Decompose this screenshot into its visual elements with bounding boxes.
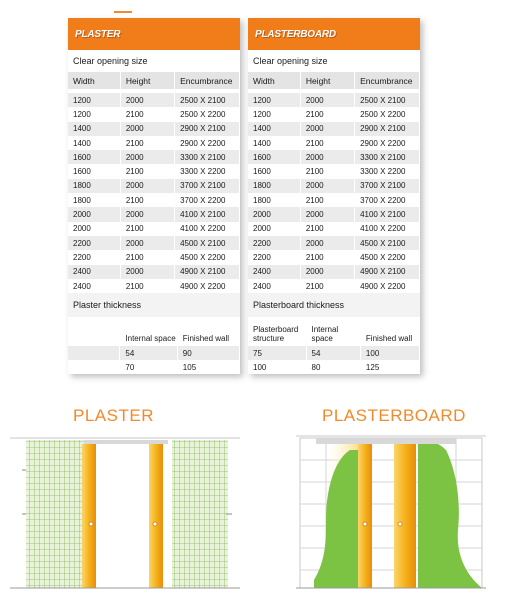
column-header-width: Width: [248, 72, 300, 89]
table-cell: [68, 346, 120, 360]
table-cell: 54: [306, 346, 360, 360]
thickness-header-finished-wall: Finished wall: [177, 317, 239, 346]
table-row: [248, 136, 420, 150]
table-cell: 2000: [300, 150, 354, 164]
table-cell: 2100: [120, 136, 174, 150]
table-cell: 2200: [68, 250, 120, 264]
column-header-encumbrance: Encumbrance: [355, 72, 420, 89]
plasterboard-thickness-table: [248, 317, 420, 374]
table-cell: 80: [306, 360, 360, 374]
table-cell: 75: [248, 346, 306, 360]
table-cell: 4500 X 2100: [175, 236, 240, 250]
table-row: [248, 150, 420, 164]
table-cell: 4500 X 2200: [355, 250, 420, 264]
table-cell: 2000: [120, 179, 174, 193]
table-cell: 4900 X 2100: [355, 265, 420, 279]
table-cell: 2500 X 2200: [175, 107, 240, 121]
table-row: [248, 93, 420, 107]
table-cell: 2000: [300, 207, 354, 221]
table-row: [248, 164, 420, 178]
table-cell: 2100: [300, 250, 354, 264]
table-cell: 2000: [300, 265, 354, 279]
table-row: [68, 164, 240, 178]
right-door-leaf: [394, 444, 416, 588]
table-cell: 1400: [248, 136, 300, 150]
table-cell: 2000: [120, 265, 174, 279]
table-cell: 54: [120, 346, 177, 360]
table-cell: 1400: [68, 122, 120, 136]
table-row: [248, 265, 420, 279]
table-cell: 4900 X 2200: [355, 279, 420, 293]
table-cell: 3300 X 2100: [355, 150, 420, 164]
table-row: [248, 279, 420, 293]
table-cell: 4100 X 2200: [355, 222, 420, 236]
column-header-encumbrance: Encumbrance: [175, 72, 240, 89]
table-cell: 4100 X 2200: [175, 222, 240, 236]
table-cell: 2000: [300, 236, 354, 250]
table-row: [68, 136, 240, 150]
table-row: [248, 236, 420, 250]
table-cell: 1200: [68, 93, 120, 107]
plasterboard-clear-opening-label: Clear opening size: [248, 50, 420, 72]
table-cell: 90: [177, 346, 239, 360]
table-cell: 4900 X 2100: [175, 265, 240, 279]
plaster-table-panel: [68, 18, 240, 374]
table-cell: 1400: [248, 122, 300, 136]
thickness-header-structure: [68, 317, 120, 346]
table-cell: 2000: [248, 222, 300, 236]
plaster-drawing-label: PLASTER: [73, 406, 154, 425]
table-row: [68, 150, 240, 164]
table-cell: 100: [360, 346, 419, 360]
table-cell: 2400: [248, 279, 300, 293]
right-door-leaf: [149, 444, 163, 588]
table-cell: 1600: [68, 164, 120, 178]
table-cell: 2500 X 2200: [355, 107, 420, 121]
table-cell: 3700 X 2100: [175, 179, 240, 193]
table-cell: 2900 X 2100: [175, 122, 240, 136]
table-cell: 4500 X 2100: [355, 236, 420, 250]
plasterboard-thickness-label: Plasterboard thickness: [248, 293, 420, 317]
table-cell: 70: [120, 360, 177, 374]
column-header-height: Height: [300, 72, 354, 89]
table-cell: 4500 X 2200: [175, 250, 240, 264]
table-row: [68, 93, 240, 107]
table-cell: 3300 X 2200: [355, 164, 420, 178]
table-cell: [68, 360, 120, 374]
table-cell: 2900 X 2200: [355, 136, 420, 150]
table-cell: 1200: [248, 93, 300, 107]
thickness-header-internal-space: Internal space: [120, 317, 177, 346]
left-plasterboard-fill: [314, 450, 358, 588]
table-cell: 1600: [248, 150, 300, 164]
plaster-clear-opening-label: Clear opening size: [68, 50, 240, 72]
table-row: [248, 193, 420, 207]
table-cell: 2500 X 2100: [355, 93, 420, 107]
table-cell: 3300 X 2100: [175, 150, 240, 164]
table-row: [248, 179, 420, 193]
table-cell: 100: [248, 360, 306, 374]
table-row: [248, 107, 420, 121]
left-plaster-wall: [26, 440, 84, 588]
table-cell: 2000: [120, 93, 174, 107]
plasterboard-drawing-label: PLASTERBOARD: [322, 406, 466, 425]
table-cell: 1600: [68, 150, 120, 164]
table-cell: 2100: [300, 279, 354, 293]
table-cell: 105: [177, 360, 239, 374]
table-cell: 2000: [120, 207, 174, 221]
table-row: [68, 265, 240, 279]
plasterboard-panel-title: PLASTERBOARD: [248, 18, 420, 50]
thickness-header-finished-wall: Finished wall: [360, 317, 419, 346]
table-cell: 1800: [248, 193, 300, 207]
column-header-height: Height: [120, 72, 174, 89]
table-cell: 2000: [120, 150, 174, 164]
left-door-leaf: [358, 444, 372, 588]
table-cell: 1800: [68, 179, 120, 193]
table-cell: 2100: [300, 136, 354, 150]
table-row: [248, 222, 420, 236]
table-cell: 2000: [300, 93, 354, 107]
table-cell: 2000: [300, 122, 354, 136]
left-door-leaf: [82, 444, 96, 588]
column-header-width: Width: [68, 72, 120, 89]
left-handle-icon: [89, 522, 93, 526]
table-cell: 2200: [248, 236, 300, 250]
table-row: [68, 346, 240, 360]
table-cell: 1800: [68, 193, 120, 207]
table-cell: 2000: [120, 122, 174, 136]
table-cell: 2400: [68, 279, 120, 293]
table-cell: 3700 X 2200: [355, 193, 420, 207]
table-cell: 125: [360, 360, 419, 374]
table-row: [68, 250, 240, 264]
plaster-size-table: [68, 72, 240, 293]
thickness-header-internal-space: Internal space: [306, 317, 360, 346]
top-accent-rule: [114, 11, 132, 13]
table-cell: 2000: [120, 236, 174, 250]
table-row: [248, 250, 420, 264]
plaster-panel-title: PLASTER: [68, 18, 240, 50]
table-cell: 1800: [248, 179, 300, 193]
right-plasterboard-fill: [418, 442, 482, 588]
table-row: [248, 360, 420, 374]
table-cell: 3300 X 2200: [175, 164, 240, 178]
table-cell: 2100: [120, 164, 174, 178]
table-cell: 2100: [300, 107, 354, 121]
table-cell: 1600: [248, 164, 300, 178]
table-cell: 2100: [300, 193, 354, 207]
table-cell: 2000: [300, 179, 354, 193]
table-cell: 3700 X 2200: [175, 193, 240, 207]
table-row: [68, 279, 240, 293]
table-cell: 2000: [68, 207, 120, 221]
plasterboard-cross-section-drawing: [286, 430, 496, 602]
table-row: [68, 236, 240, 250]
table-cell: 2100: [120, 250, 174, 264]
table-row: [68, 207, 240, 221]
table-cell: 2400: [68, 265, 120, 279]
table-cell: 2100: [120, 279, 174, 293]
table-row: [248, 122, 420, 136]
table-cell: 2100: [120, 107, 174, 121]
table-cell: 2100: [300, 222, 354, 236]
right-handle-icon: [398, 522, 402, 526]
plasterboard-size-table: [248, 72, 420, 293]
table-cell: 2200: [68, 236, 120, 250]
table-cell: 2000: [248, 207, 300, 221]
table-cell: 2500 X 2100: [175, 93, 240, 107]
table-cell: 1400: [68, 136, 120, 150]
table-cell: 2400: [248, 265, 300, 279]
plaster-thickness-label: Plaster thickness: [68, 293, 240, 317]
table-row: [68, 179, 240, 193]
table-row: [68, 360, 240, 374]
top-rail: [316, 438, 456, 444]
table-row: [248, 207, 420, 221]
table-row: [68, 107, 240, 121]
table-cell: 2100: [300, 164, 354, 178]
table-cell: 4100 X 2100: [355, 207, 420, 221]
table-cell: 2100: [120, 222, 174, 236]
left-handle-icon: [363, 522, 367, 526]
table-row: [68, 122, 240, 136]
table-row: [68, 193, 240, 207]
table-cell: 4100 X 2100: [175, 207, 240, 221]
table-cell: 2100: [120, 193, 174, 207]
table-cell: 4900 X 2200: [175, 279, 240, 293]
table-cell: 2900 X 2100: [355, 122, 420, 136]
table-row: [68, 222, 240, 236]
top-rail: [84, 440, 168, 444]
right-plaster-wall: [172, 440, 228, 588]
table-row: [248, 346, 420, 360]
plaster-cross-section-drawing: [10, 430, 240, 602]
table-cell: 3700 X 2100: [355, 179, 420, 193]
table-cell: 1200: [68, 107, 120, 121]
plaster-thickness-table: [68, 317, 240, 374]
table-cell: 2000: [68, 222, 120, 236]
right-handle-icon: [153, 522, 157, 526]
thickness-header-structure: Plasterboard structure: [248, 317, 306, 346]
table-cell: 1200: [248, 107, 300, 121]
table-cell: 2200: [248, 250, 300, 264]
table-cell: 2900 X 2200: [175, 136, 240, 150]
plasterboard-table-panel: [248, 18, 420, 374]
